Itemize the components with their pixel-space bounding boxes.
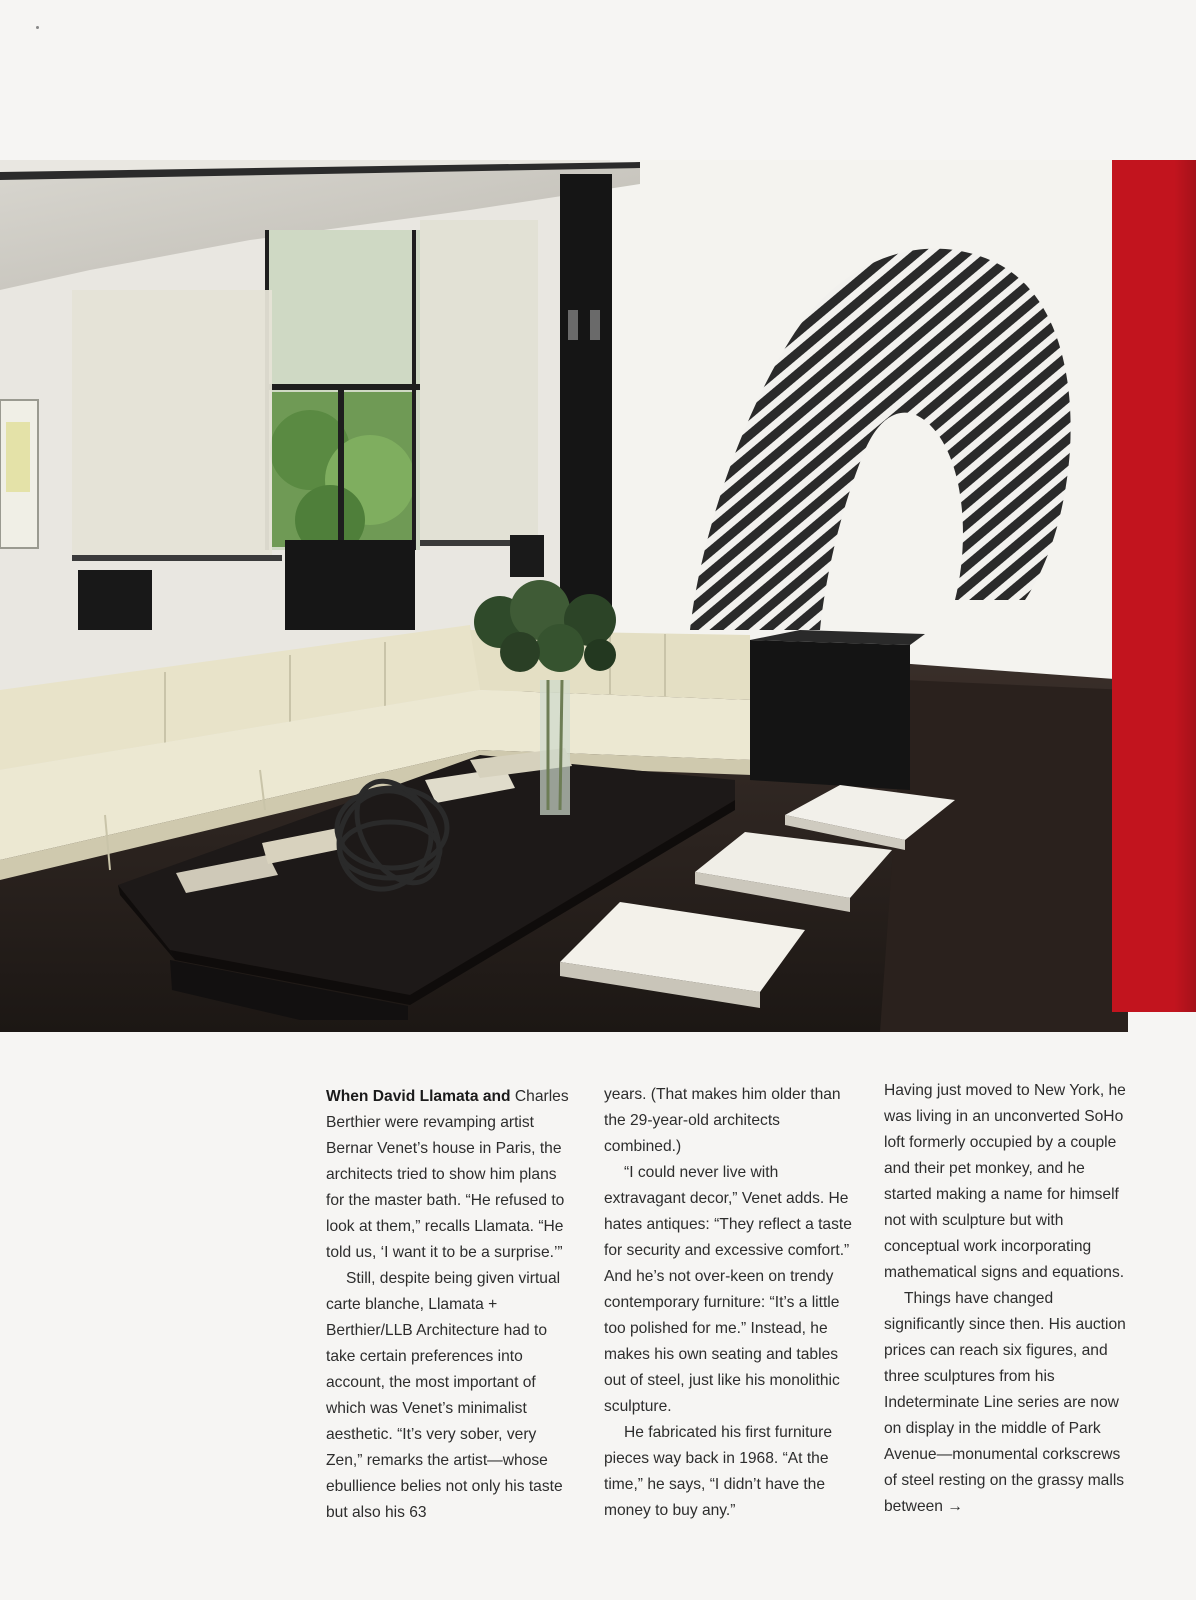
interior-photo xyxy=(0,160,1128,1032)
article-column-3 xyxy=(884,1078,1132,1520)
column-3-paragraph-2: Things have changed significantly since then. His auction prices can reach six figures, and three sculptures from his Indeterminate Line series are now on display in the middle of Park Avenue—monumental corkscrews of steel resting on the grassy malls between → xyxy=(884,1290,1126,1515)
column-2-paragraph-3: He fabricated his first furniture pieces way back in 1968. “At the time,” he says, “I didn’t have the money to buy any.” xyxy=(604,1424,833,1519)
article-column-2 xyxy=(604,1082,854,1524)
column-2-paragraph-2: “I could never live with extravagant decor,” Venet adds. He hates antiques: “They reflect a taste for security and excessive comfort.” And he’s not over-keen on trendy contemporary furniture: “It’s a little too polished for me.” Instead, he makes his own seating and tables out of steel, just like his monolithic sculpture. xyxy=(604,1164,852,1415)
column-2-paragraph-1: years. (That makes him older than the 29-year-old architects combined.) xyxy=(604,1086,841,1155)
column-1-paragraph-2: Still, despite being given virtual carte blanche, Llamata + Berthier/LLB Architecture had to take certain preferences into account, the most important of which was Venet’s minimalist aesthetic. “It’s very sober, very Zen,” remarks the artist—whose ebullience belies not only his taste but also his 63 xyxy=(326,1270,563,1521)
column-1-paragraph-1 xyxy=(326,1084,576,1266)
red-accent-strip xyxy=(1112,160,1196,1012)
strip-shade xyxy=(1174,160,1196,1012)
page-speck xyxy=(36,26,39,29)
article-column-1 xyxy=(326,1084,576,1526)
column-1-paragraph-1-text: Charles Berthier were revamping artist Bernar Venet’s house in Paris, the architects tried to show him plans for the master bath. “He refused to look at them,” recalls Llamata. “He told us, ‘I want it to be a surprise.’” xyxy=(326,1088,569,1261)
column-3-paragraph-1: Having just moved to New York, he was living in an unconverted SoHo loft formerly occupied by a couple and their pet monkey, and he started making a name for himself not with sculpture but with conceptual work incorporating mathematical signs and equations. xyxy=(884,1082,1126,1281)
article-lead-in: When David Llamata and xyxy=(326,1088,511,1105)
